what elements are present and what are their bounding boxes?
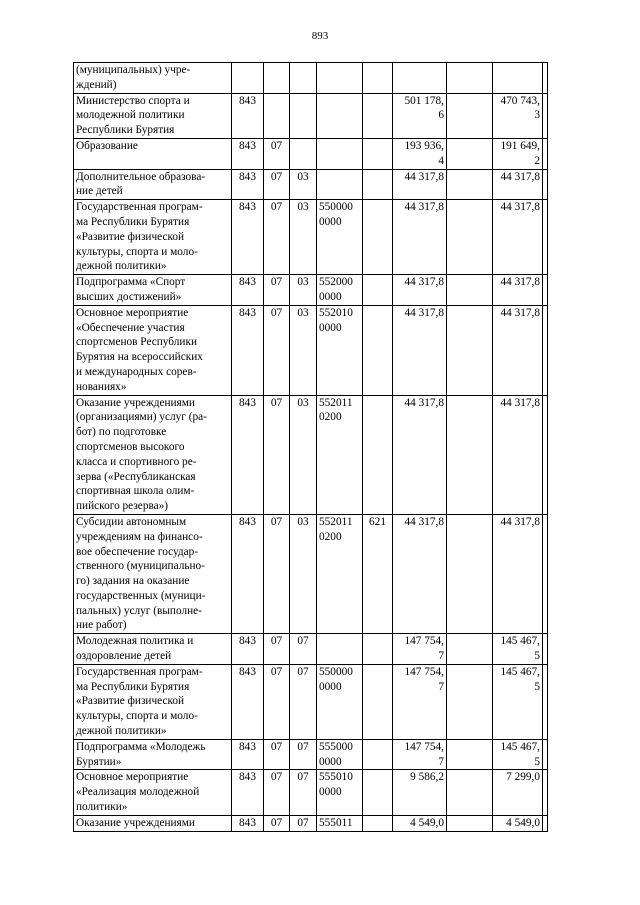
- empty-cell: [447, 63, 493, 94]
- row-name-cell: Оказание учреждениями: [74, 815, 232, 831]
- section-code-cell: 07: [264, 664, 290, 739]
- expense-type-cell: [363, 815, 393, 831]
- ministry-code-cell: 843: [232, 93, 264, 138]
- amount-year1-cell: [393, 63, 447, 94]
- subsection-code-cell: 03: [290, 514, 317, 633]
- target-article-cell: [317, 634, 363, 665]
- table-row: [74, 739, 548, 770]
- ministry-code-cell: 843: [232, 634, 264, 665]
- ministry-code-cell: 843: [232, 514, 264, 633]
- expense-type-cell: [363, 770, 393, 815]
- row-name-cell: Подпрограмма «Молодежь Бурятии»: [74, 739, 232, 770]
- section-code-cell: 07: [264, 138, 290, 169]
- table-row: [74, 634, 548, 665]
- section-code-cell: 07: [264, 169, 290, 200]
- empty-cell: [543, 275, 548, 306]
- section-code-cell: 07: [264, 275, 290, 306]
- empty-cell: [543, 93, 548, 138]
- expense-type-cell: [363, 93, 393, 138]
- section-code-cell: 07: [264, 395, 290, 514]
- target-article-cell: 555000 0000: [317, 739, 363, 770]
- empty-cell: [543, 63, 548, 94]
- ministry-code-cell: 843: [232, 200, 264, 275]
- expense-type-cell: [363, 169, 393, 200]
- budget-table-body: [74, 63, 548, 832]
- empty-cell: [447, 770, 493, 815]
- expense-type-cell: [363, 739, 393, 770]
- row-name-cell: Оказание учреждениями (организациями) услуг (ра- бот) по подготовке спортсменов высокого класса и спортивного ре- зерва («Республиканская спортивная школа олим- пийского резерва»): [74, 395, 232, 514]
- expense-type-cell: [363, 305, 393, 395]
- empty-cell: [543, 514, 548, 633]
- empty-cell: [447, 200, 493, 275]
- empty-cell: [543, 169, 548, 200]
- row-name-cell: Молодежная политика и оздоровление детей: [74, 634, 232, 665]
- empty-cell: [447, 93, 493, 138]
- empty-cell: [447, 138, 493, 169]
- amount-year1-cell: 147 754, 7: [393, 634, 447, 665]
- section-code-cell: [264, 63, 290, 94]
- expense-type-cell: [363, 664, 393, 739]
- subsection-code-cell: 03: [290, 200, 317, 275]
- subsection-code-cell: [290, 63, 317, 94]
- target-article-cell: 550000 0000: [317, 664, 363, 739]
- amount-year2-cell: 44 317,8: [493, 514, 543, 633]
- empty-cell: [543, 138, 548, 169]
- empty-cell: [447, 815, 493, 831]
- section-code-cell: [264, 93, 290, 138]
- subsection-code-cell: 07: [290, 664, 317, 739]
- empty-cell: [543, 664, 548, 739]
- empty-cell: [447, 739, 493, 770]
- empty-cell: [447, 275, 493, 306]
- target-article-cell: 550000 0000: [317, 200, 363, 275]
- row-name-cell: Дополнительное образова- ние детей: [74, 169, 232, 200]
- row-name-cell: Основное мероприятие «Обеспечение участия спортсменов Республики Бурятия на всероссийских и международных сорев- нованиях»: [74, 305, 232, 395]
- section-code-cell: 07: [264, 815, 290, 831]
- section-code-cell: 07: [264, 305, 290, 395]
- table-row: [74, 63, 548, 94]
- ministry-code-cell: 843: [232, 770, 264, 815]
- subsection-code-cell: 07: [290, 815, 317, 831]
- ministry-code-cell: 843: [232, 305, 264, 395]
- target-article-cell: 552011 0200: [317, 395, 363, 514]
- target-article-cell: 552011 0200: [317, 514, 363, 633]
- amount-year2-cell: 44 317,8: [493, 200, 543, 275]
- amount-year2-cell: 470 743, 3: [493, 93, 543, 138]
- target-article-cell: 555010 0000: [317, 770, 363, 815]
- table-row: [74, 200, 548, 275]
- subsection-code-cell: 07: [290, 634, 317, 665]
- empty-cell: [447, 169, 493, 200]
- subsection-code-cell: 03: [290, 275, 317, 306]
- amount-year2-cell: 191 649, 2: [493, 138, 543, 169]
- amount-year2-cell: 44 317,8: [493, 305, 543, 395]
- section-code-cell: 07: [264, 739, 290, 770]
- ministry-code-cell: 843: [232, 739, 264, 770]
- empty-cell: [447, 664, 493, 739]
- expense-type-cell: [363, 275, 393, 306]
- subsection-code-cell: 03: [290, 395, 317, 514]
- amount-year1-cell: 147 754, 7: [393, 664, 447, 739]
- table-row: [74, 395, 548, 514]
- target-article-cell: 555011: [317, 815, 363, 831]
- target-article-cell: [317, 93, 363, 138]
- subsection-code-cell: 03: [290, 169, 317, 200]
- target-article-cell: [317, 138, 363, 169]
- section-code-cell: 07: [264, 634, 290, 665]
- amount-year2-cell: 4 549,0: [493, 815, 543, 831]
- target-article-cell: [317, 169, 363, 200]
- amount-year2-cell: 44 317,8: [493, 395, 543, 514]
- amount-year2-cell: 7 299,0: [493, 770, 543, 815]
- amount-year2-cell: 145 467, 5: [493, 664, 543, 739]
- ministry-code-cell: [232, 63, 264, 94]
- table-row: [74, 93, 548, 138]
- amount-year1-cell: 44 317,8: [393, 169, 447, 200]
- table-row: [74, 275, 548, 306]
- table-row: [74, 770, 548, 815]
- amount-year1-cell: 44 317,8: [393, 514, 447, 633]
- amount-year1-cell: 44 317,8: [393, 275, 447, 306]
- amount-year1-cell: 501 178, 6: [393, 93, 447, 138]
- row-name-cell: Образование: [74, 138, 232, 169]
- row-name-cell: Государственная програм- ма Республики Бурятия «Развитие физической культуры, спорта и моло- дежной политики»: [74, 200, 232, 275]
- amount-year1-cell: 44 317,8: [393, 305, 447, 395]
- budget-table: [73, 62, 548, 832]
- expense-type-cell: [363, 634, 393, 665]
- empty-cell: [543, 395, 548, 514]
- amount-year2-cell: [493, 63, 543, 94]
- table-row: [74, 815, 548, 831]
- row-name-cell: Субсидии автономным учреждениям на финансо- вое обеспечение государ- ственного (муниципально- го) задания на оказание государственных (муници- пальных) услуг (выполне- ние работ): [74, 514, 232, 633]
- expense-type-cell: [363, 138, 393, 169]
- amount-year2-cell: 44 317,8: [493, 169, 543, 200]
- amount-year1-cell: 44 317,8: [393, 395, 447, 514]
- amount-year1-cell: 9 586,2: [393, 770, 447, 815]
- subsection-code-cell: 07: [290, 739, 317, 770]
- target-article-cell: 552010 0000: [317, 305, 363, 395]
- expense-type-cell: [363, 200, 393, 275]
- expense-type-cell: 621: [363, 514, 393, 633]
- subsection-code-cell: [290, 138, 317, 169]
- expense-type-cell: [363, 63, 393, 94]
- empty-cell: [447, 514, 493, 633]
- target-article-cell: [317, 63, 363, 94]
- section-code-cell: 07: [264, 200, 290, 275]
- empty-cell: [447, 395, 493, 514]
- subsection-code-cell: [290, 93, 317, 138]
- section-code-cell: 07: [264, 514, 290, 633]
- amount-year1-cell: 4 549,0: [393, 815, 447, 831]
- page-number: 893: [311, 30, 329, 42]
- ministry-code-cell: 843: [232, 664, 264, 739]
- empty-cell: [447, 305, 493, 395]
- expense-type-cell: [363, 395, 393, 514]
- subsection-code-cell: 03: [290, 305, 317, 395]
- ministry-code-cell: 843: [232, 138, 264, 169]
- ministry-code-cell: 843: [232, 275, 264, 306]
- row-name-cell: Государственная програм- ма Республики Бурятия «Развитие физической культуры, спорта и моло- дежной политики»: [74, 664, 232, 739]
- amount-year1-cell: 193 936, 4: [393, 138, 447, 169]
- table-row: [74, 169, 548, 200]
- amount-year1-cell: 44 317,8: [393, 200, 447, 275]
- ministry-code-cell: 843: [232, 395, 264, 514]
- ministry-code-cell: 843: [232, 169, 264, 200]
- section-code-cell: 07: [264, 770, 290, 815]
- amount-year2-cell: 145 467, 5: [493, 634, 543, 665]
- table-row: [74, 664, 548, 739]
- row-name-cell: Подпрограмма «Спорт высших достижений»: [74, 275, 232, 306]
- empty-cell: [543, 305, 548, 395]
- subsection-code-cell: 07: [290, 770, 317, 815]
- amount-year2-cell: 44 317,8: [493, 275, 543, 306]
- empty-cell: [447, 634, 493, 665]
- table-row: [74, 305, 548, 395]
- empty-cell: [543, 815, 548, 831]
- row-name-cell: (муниципальных) учре- ждений): [74, 63, 232, 94]
- amount-year1-cell: 147 754, 7: [393, 739, 447, 770]
- row-name-cell: Министерство спорта и молодежной политики Республики Бурятия: [74, 93, 232, 138]
- row-name-cell: Основное мероприятие «Реализация молодежной политики»: [74, 770, 232, 815]
- target-article-cell: 552000 0000: [317, 275, 363, 306]
- table-row: [74, 138, 548, 169]
- table-row: [74, 514, 548, 633]
- empty-cell: [543, 634, 548, 665]
- empty-cell: [543, 200, 548, 275]
- empty-cell: [543, 739, 548, 770]
- amount-year2-cell: 145 467, 5: [493, 739, 543, 770]
- empty-cell: [543, 770, 548, 815]
- ministry-code-cell: 843: [232, 815, 264, 831]
